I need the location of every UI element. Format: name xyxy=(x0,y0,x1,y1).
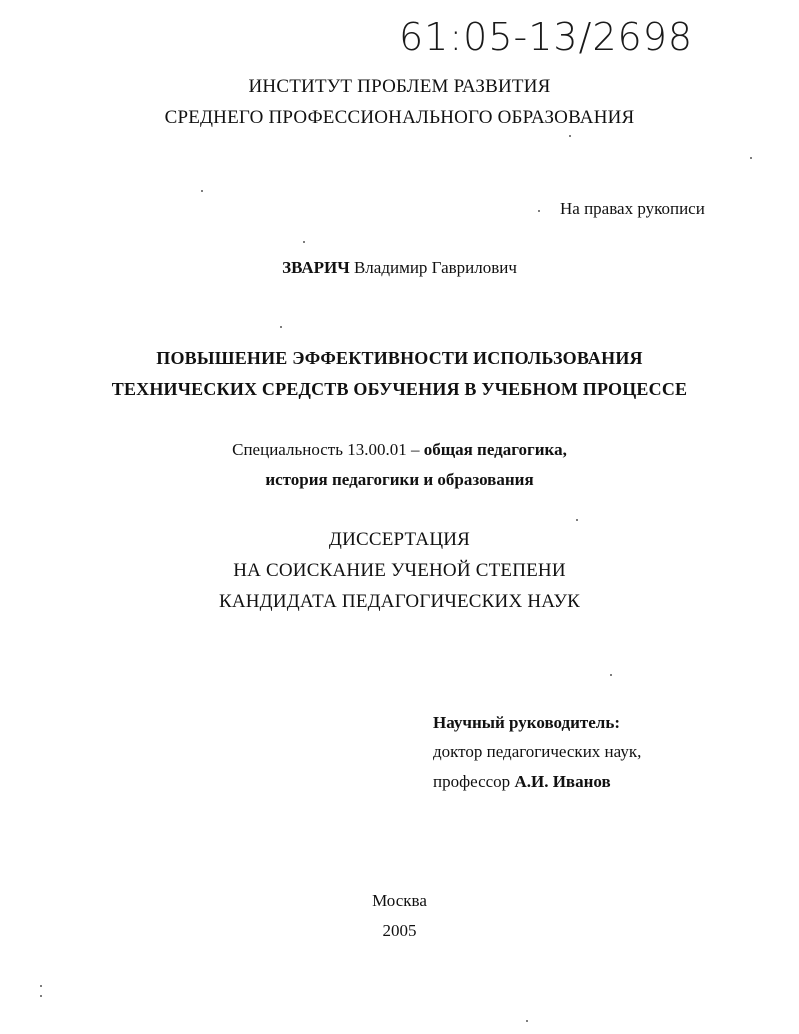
handwritten-registration-number xyxy=(395,6,695,62)
specialty-line2 xyxy=(0,470,799,490)
advisor-rank: профессор xyxy=(433,772,511,791)
advisor-rank-name xyxy=(433,772,611,792)
city: Москва xyxy=(372,891,427,910)
author-given-names: Владимир Гаврилович xyxy=(353,258,517,277)
advisor-name: А.И. Иванов xyxy=(514,772,611,791)
scan-speck xyxy=(576,519,578,521)
year: 2005 xyxy=(382,921,417,940)
svg-text:61:05-13/2698: 61:05-13/2698 xyxy=(399,15,694,59)
advisor-degree: доктор педагогических наук, xyxy=(433,742,642,761)
specialty-name-part1: общая педагогика, xyxy=(423,440,567,459)
scan-speck xyxy=(40,985,42,987)
dissertation-type-line1: ДИССЕРТАЦИЯ xyxy=(328,529,471,550)
scan-speck xyxy=(303,241,305,243)
scan-speck xyxy=(569,135,571,137)
institute-name-line1: ИНСТИТУТ ПРОБЛЕМ РАЗВИТИЯ xyxy=(248,76,551,97)
dissertation-type-line2: НА СОИСКАНИЕ УЧЕНОЙ СТЕПЕНИ xyxy=(233,560,566,581)
institute-name-line2: СРЕДНЕГО ПРОФЕССИОНАЛЬНОГО ОБРАЗОВАНИЯ xyxy=(164,107,635,128)
specialty-name-part2: история педагогики и образования xyxy=(265,470,534,489)
dissertation-type-line3: КАНДИДАТА ПЕДАГОГИЧЕСКИХ НАУК xyxy=(218,591,581,612)
scan-speck xyxy=(201,190,203,192)
scan-speck xyxy=(750,157,752,159)
scan-speck xyxy=(40,995,42,997)
author-name xyxy=(0,258,799,278)
dissertation-title-line2: ТЕХНИЧЕСКИХ СРЕДСТВ ОБУЧЕНИЯ В УЧЕБНОМ ПРОЦЕССЕ xyxy=(111,379,688,399)
specialty-line1 xyxy=(0,440,799,460)
dissertation-title-line1: ПОВЫШЕНИЕ ЭФФЕКТИВНОСТИ ИСПОЛЬЗОВАНИЯ xyxy=(156,348,643,368)
advisor-heading: Научный руководитель: xyxy=(433,713,620,732)
rights-note: На правах рукописи xyxy=(560,199,705,218)
author-surname: ЗВАРИЧ xyxy=(282,258,350,277)
scan-speck xyxy=(280,326,282,328)
specialty-prefix: Специальность 13.00.01 – xyxy=(232,440,420,459)
scan-speck xyxy=(538,210,540,212)
scan-speck xyxy=(610,674,612,676)
scan-speck xyxy=(526,1020,528,1022)
